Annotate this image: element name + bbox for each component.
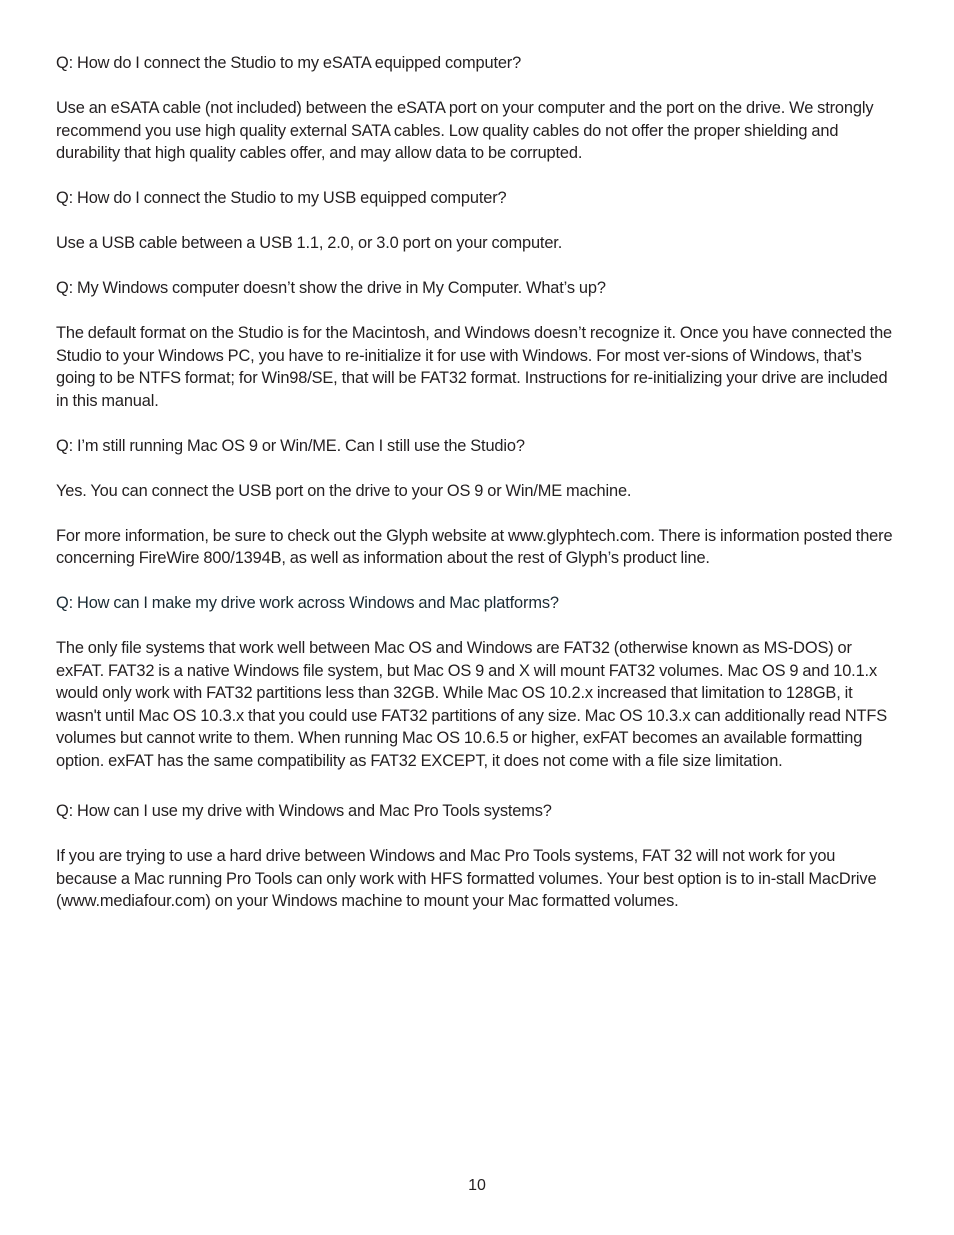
faq-answer-esata: Use an eSATA cable (not included) between the eSATA port on your computer and the port on the drive. We strongly recommend you use high quality external SATA cables. Low quality cables do not offer the proper shielding and durability that high quality cables offer, and may allow data to be corrupted. xyxy=(56,99,874,162)
faq-answer-pro-tools: If you are trying to use a hard drive between Windows and Mac Pro Tools systems, FAT 32 will not work for you because a Mac running Pro Tools can only work with HFS formatted volumes. Your best option is to in-stall MacDrive (www.mediafour.com) on your Windows machine to mount your Mac formatted volumes. xyxy=(56,847,877,910)
faq-question-usb: Q: How do I connect the Studio to my USB equipped computer? xyxy=(56,189,507,207)
more-info-paragraph: For more information, be sure to check out the Glyph website at www.glyphtech.com. There is information posted there concerning FireWire 800/1394B, as well as information about the rest of Glyph’s product line. xyxy=(56,526,893,567)
faq-question-os9: Q: I’m still running Mac OS 9 or Win/ME. Can I still use the Studio? xyxy=(56,436,525,455)
faq-question-esata: Q: How do I connect the Studio to my eSATA equipped computer? xyxy=(56,54,522,72)
faq-question-pro-tools: Q: How can I use my drive with Windows and Mac Pro Tools systems? xyxy=(56,802,552,820)
page-number: 10 xyxy=(468,1177,486,1194)
page-content xyxy=(56,52,896,913)
faq-answer-windows: The default format on the Studio is for the Macintosh, and Windows doesn’t recognize it. Once you have connected the Studio to your Windows PC, you have to re-initialize it for use with Windows. For most ver-sions of Windows, that’s going to be NTFS format; for Win98/SE, that will be FAT32 format. Instructions for re-initializing your drive are included in this manual. xyxy=(56,324,893,410)
faq-answer-usb: Use a USB cable between a USB 1.1, 2.0, or 3.0 port on your computer. xyxy=(56,234,563,252)
faq-question-cross-platform: Q: How can I make my drive work across Windows and Mac platforms? xyxy=(56,594,559,612)
faq-answer-os9: Yes. You can connect the USB port on the drive to your OS 9 or Win/ME machine. xyxy=(56,481,632,500)
faq-answer-cross-platform: The only file systems that work well between Mac OS and Windows are FAT32 (otherwise known as MS-DOS) or exFAT. FAT32 is a native Windows file system, but Mac OS 9 and X will mount FAT32 volumes. Mac OS 9 and 10.1.x would only work with FAT32 partitions less than 32GB. While Mac OS 10.2.x increased that limitation to 128GB, it wasn't until Mac OS 10.3.x that you could use FAT32 partitions of any size. Mac OS 10.3.x can additionally read NTFS volumes but cannot write to them. When running Mac OS 10.6.5 or higher, exFAT becomes an available formatting option. exFAT has the same compatibility as FAT32 EXCEPT, it does not come with a file size limitation. xyxy=(56,639,888,770)
faq-question-windows: Q: My Windows computer doesn’t show the drive in My Computer. What’s up? xyxy=(56,279,606,297)
